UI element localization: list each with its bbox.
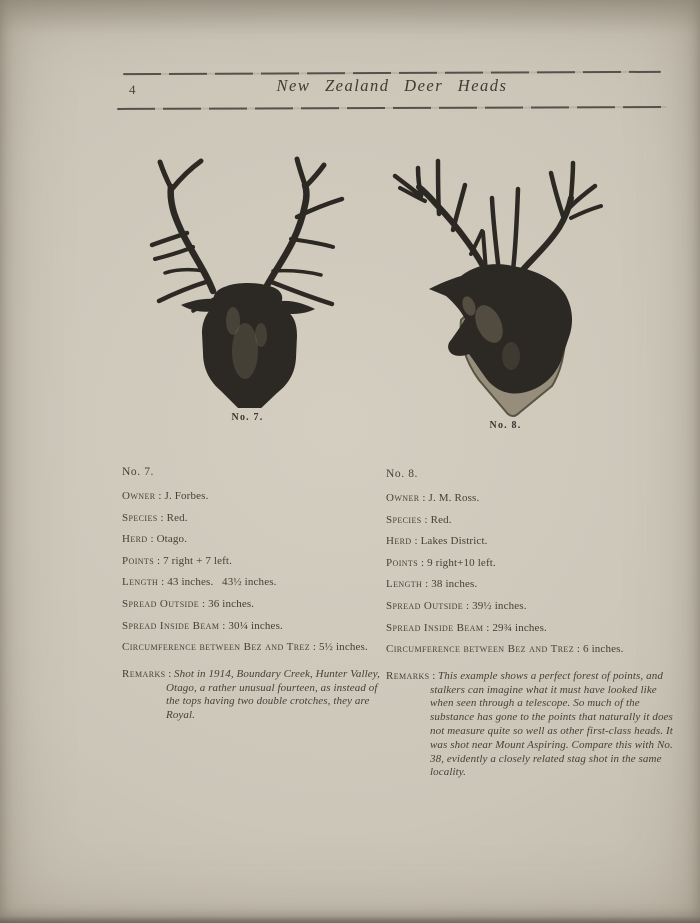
spec-value: 9 right+10 left.	[427, 556, 496, 569]
spec-list	[122, 486, 388, 659]
spec-row	[386, 531, 682, 553]
spec-row	[386, 553, 682, 575]
spec-value: 30¼ inches.	[228, 619, 283, 632]
figure-plate-7	[145, 153, 350, 423]
spec-label: Species	[122, 511, 158, 524]
spec-separator: :	[419, 492, 429, 504]
remarks-text: This example shows a perfect forest of points, and stalkers can imagine what it must have looked like when seen through a telescope. So much of the substance has gone to the points that naturally it does not measure quite so well as other first-class heads. It was shot near Mount Aspiring. Compare this with No. 38, evidently a closely related stag shot in the same locality.	[430, 669, 673, 779]
spec-label: Points	[122, 554, 155, 567]
page-number: 4	[129, 82, 136, 97]
header-row	[117, 76, 667, 102]
spec-separator: :	[574, 643, 584, 656]
spec-value: 43 inches. 43½ inches.	[167, 576, 277, 589]
spec-separator: :	[483, 621, 493, 634]
spec-label: Spread Outside	[122, 597, 200, 610]
figure-caption-7: No. 7.	[231, 412, 264, 423]
spec-value: 38 inches.	[431, 578, 478, 591]
entry-heading: No. 7.	[122, 466, 155, 478]
spec-row	[122, 572, 388, 594]
spec-row	[386, 574, 682, 596]
header-rule-top	[123, 71, 661, 75]
spec-value: 39½ inches.	[472, 599, 527, 612]
spec-separator: :	[155, 490, 165, 502]
spec-value: 6 inches.	[583, 643, 624, 656]
spec-separator: :	[199, 597, 209, 610]
remarks-text: Shot in 1914, Boundary Creek, Hunter Valley, Otago, a rather unusual fourteen, as instead of the tops having two double crotches, they are Royal.	[166, 667, 380, 722]
spec-row	[386, 488, 682, 510]
spec-separator: :	[154, 554, 164, 567]
figure-caption-8: No. 8.	[489, 420, 522, 431]
spec-separator: :	[418, 556, 428, 569]
spec-value: 36 inches.	[208, 597, 255, 610]
entry-no-7	[122, 464, 388, 723]
spec-label: Herd	[122, 533, 148, 546]
spec-row	[386, 639, 682, 661]
spec-separator: :	[421, 513, 431, 526]
spec-list	[386, 488, 682, 661]
remarks-block	[122, 668, 388, 723]
spec-value: Red.	[430, 513, 452, 526]
spec-row	[122, 508, 388, 530]
spec-row	[122, 616, 388, 638]
spec-label: Circumference between Bez and Trez	[386, 643, 575, 656]
remarks-label: Remarks	[386, 669, 430, 682]
page-top-shadow	[0, 0, 700, 34]
spec-separator: :	[147, 533, 157, 546]
remarks-separator: :	[429, 669, 439, 682]
spec-value: 5½ inches.	[319, 641, 368, 654]
figure-plate-8	[391, 156, 620, 431]
spec-label: Spread Outside	[386, 599, 464, 612]
spec-row	[386, 618, 682, 640]
page-title: New Zealand Deer Heads	[276, 76, 508, 95]
spec-separator: :	[158, 576, 168, 589]
spec-label: Owner	[122, 490, 156, 502]
spec-label: Owner	[386, 492, 420, 504]
page-bottom-shadow	[0, 916, 700, 923]
remarks-separator: :	[165, 667, 175, 680]
spec-value: Lakes District.	[420, 535, 488, 548]
spec-separator: :	[310, 641, 320, 654]
spec-row	[122, 551, 388, 573]
spec-value: J. M. Ross.	[428, 492, 480, 504]
spec-value: Otago.	[156, 533, 188, 546]
remarks-block	[386, 670, 682, 780]
entry-no-8	[386, 466, 682, 780]
spec-label: Circumference between Bez and Trez	[122, 641, 311, 654]
header-rule-bottom	[117, 106, 667, 110]
spec-value: Red.	[166, 511, 188, 524]
spec-separator: :	[463, 599, 473, 612]
spec-label: Herd	[386, 535, 412, 548]
spec-label: Spread Inside Beam	[122, 619, 220, 632]
spec-row	[122, 486, 388, 508]
spec-separator: :	[157, 511, 167, 524]
spec-separator: :	[411, 535, 421, 548]
spec-value: 7 right + 7 left.	[163, 554, 233, 567]
stag-head-front-illustration	[145, 153, 350, 408]
page-header	[117, 70, 667, 109]
spec-separator: :	[422, 578, 432, 591]
remarks-label: Remarks	[122, 667, 166, 680]
entry-heading: No. 8.	[386, 468, 419, 480]
stag-head-profile-illustration	[391, 156, 620, 418]
spec-label: Points	[386, 556, 419, 569]
spec-value: J. Forbes.	[164, 490, 209, 502]
spec-row	[386, 596, 682, 618]
spec-row	[122, 637, 388, 659]
spec-row	[386, 510, 682, 532]
spec-label: Length	[122, 576, 159, 589]
spec-separator: :	[219, 619, 229, 632]
spec-row	[122, 529, 388, 551]
spec-value: 29¾ inches.	[492, 621, 547, 634]
spec-label: Species	[386, 513, 422, 526]
spec-label: Spread Inside Beam	[386, 621, 484, 634]
spec-row	[122, 594, 388, 616]
spec-label: Length	[386, 578, 423, 591]
